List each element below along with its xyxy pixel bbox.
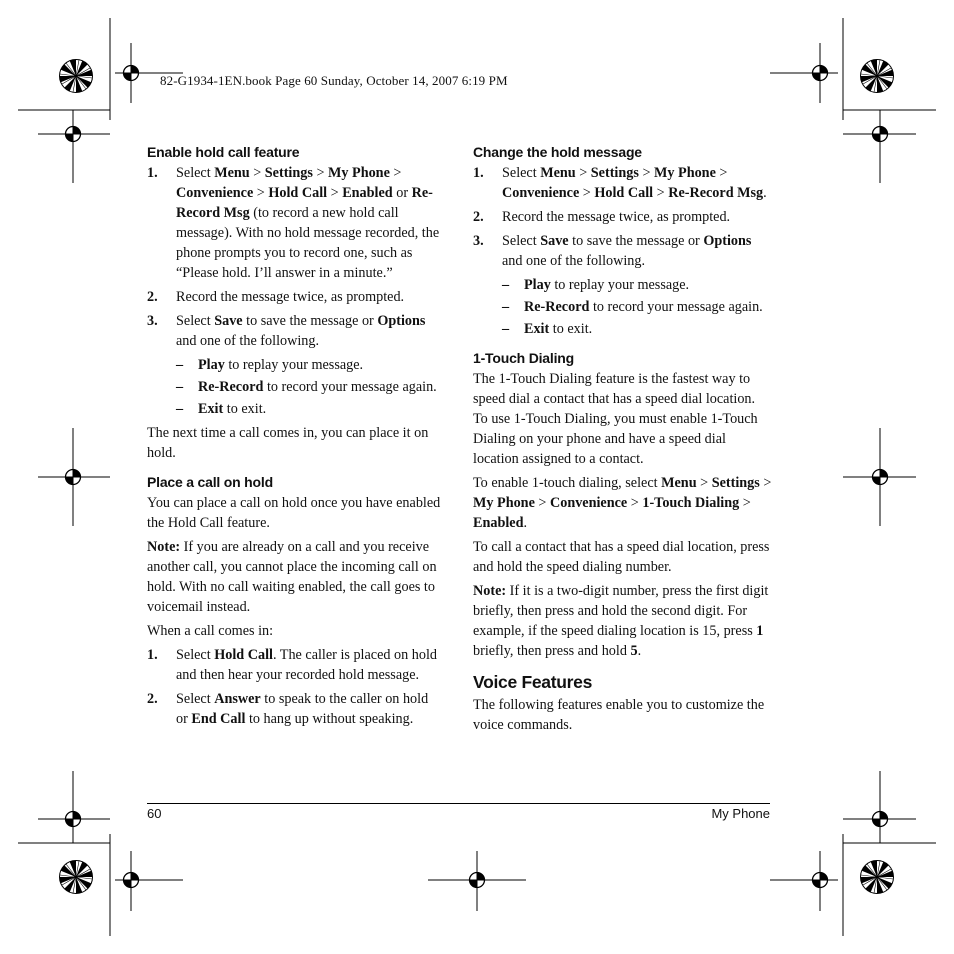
right-column: [473, 143, 773, 739]
list-item: 2. Select Answer to speak to the caller on hold or End Call to hang up without speaking.: [147, 691, 429, 727]
page-number: 60: [147, 806, 162, 821]
sub-list-item: – Exit to exit.: [502, 321, 593, 337]
note: Note: If you are already on a call and you receive another call, you cannot place the incoming call on hold. With no call waiting enabled, the call goes to voicemail instead.: [147, 539, 437, 615]
paragraph: The 1-Touch Dialing feature is the fastest way to speed dial a contact that has a speed dial location. To use 1-Touch Dialing, you must enable 1-Touch Dialing on your phone and have a speed dial location assigned to a contact.: [473, 371, 758, 467]
section-heading-enable-hold: Enable hold call feature: [147, 144, 300, 160]
print-job-line: 82-G1934-1EN.book Page 60 Sunday, October 14, 2007 6:19 PM: [160, 73, 508, 88]
list-item: 3. Select Save to save the message or Options and one of the following.: [147, 313, 426, 349]
list-item: 1. Select Menu > Settings > My Phone > Convenience > Hold Call > Re-Record Msg.: [473, 165, 767, 201]
sub-list-item: – Play to replay your message.: [176, 357, 364, 373]
paragraph: The next time a call comes in, you can place it on hold.: [147, 425, 429, 461]
list-item: 3. Select Save to save the message or Options and one of the following.: [473, 233, 752, 269]
paragraph: You can place a call on hold once you have enabled the Hold Call feature.: [147, 495, 441, 531]
sub-list-item: – Re-Record to record your message again.: [502, 299, 763, 315]
note: Note: If it is a two-digit number, press the first digit briefly, then press and hold the second digit. For example, if the speed dialing location is 15, press 1 briefly, then press and hold 5.: [473, 583, 769, 659]
sub-list-item: – Re-Record to record your message again.: [176, 379, 437, 395]
paragraph: To call a contact that has a speed dial location, press and hold the speed dialing number.: [473, 539, 770, 575]
left-column: [147, 143, 443, 733]
section-heading-one-touch: 1-Touch Dialing: [473, 350, 574, 366]
list-item: 1. Select Menu > Settings > My Phone > Convenience > Hold Call > Enabled or Re-Record Msg (to record a new hold call message). With no hold message recorded, the phone prompts you to record one, such as “Please hold. I’ll answer in a minute.”: [147, 165, 440, 281]
section-name: My Phone: [711, 806, 770, 821]
list-item: 2. Record the message twice, as prompted.: [147, 289, 405, 305]
section-heading-voice-features: Voice Features: [473, 672, 593, 692]
list-item: 2. Record the message twice, as prompted.: [473, 209, 731, 225]
paragraph: When a call comes in:: [147, 623, 274, 639]
section-heading-place-hold: Place a call on hold: [147, 474, 273, 490]
sub-list-item: – Exit to exit.: [176, 401, 267, 417]
section-heading-change-hold: Change the hold message: [473, 144, 642, 160]
paragraph: To enable 1-touch dialing, select Menu > Settings > My Phone > Convenience > 1-Touch Dialing > Enabled.: [473, 475, 772, 531]
sub-list-item: – Play to replay your message.: [502, 277, 690, 293]
list-item: 1. Select Hold Call. The caller is placed on hold and then hear your recorded hold message.: [147, 647, 437, 683]
paragraph: The following features enable you to customize the voice commands.: [473, 697, 765, 733]
footer-rule: [147, 803, 770, 804]
